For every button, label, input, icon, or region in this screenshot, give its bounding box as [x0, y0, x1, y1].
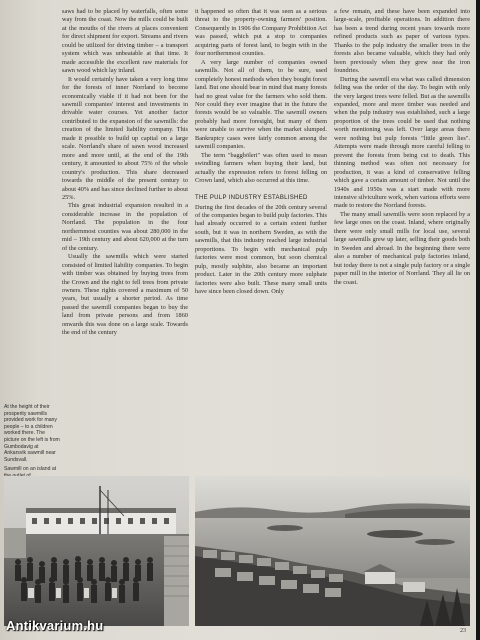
text-column-3 [334, 8, 470, 287]
paragraph: During the sawmill era what was called dimension felling was the order of the day. To begin with only the very largest trees were felled. But as the sawmills expanded, more and more timber was needed and when the pulp industry was established, such a large proportion of the trees could be used that nothing worth mentioning was left. Over large areas there were nothing but pulp forests "little green lies". Attempts were made through more careful felling to prevent the forests from being cut to death. This thinning method was often not necessary for production, it was a kind of conservative felling which gave a certain amount of timber. Not until the 1940s and 1950s was a start made with more intensive silviculture work, when various efforts were made to restore the Norrland forests. [334, 75, 470, 210]
paragraph: It would certainly have taken a very long time for the forests of inner Norrland to become economically viable if it had not been for the sawmill companies' interest and investments in drivable water courses. Yet another factor contributed to the expansion of the sawmills: the creation of the limited liability company. This made it possible to build up capital on a large scale. Norrland's share of sawn wood increased more and more until, at the end of the 19th century, it amounted to about 75% of the whole country's production. This share decreased towards the middle of the present century to about 40% and has since declined further to about 25%. [62, 75, 188, 201]
sawmill-workers-illustration [4, 476, 189, 626]
paragraph: a few remain, and these have been expanded into large-scale, profitable operations. In addition there has been a trend during recent years towards more refined products such as paper of various types. Thanks to the pulp industry the smaller trees in the forests also became valuable, which they had only been previously when they grew near the iron foundries. [334, 8, 470, 75]
paragraph: During the first decades of the 20th century several of the companies began to build pulp factories. This had already occurred to a certain extent further south, but it was in northern Sweden, as with the sawmills, that this industry reached large industrial proportions. To begin with mechanical pulp factories were most common, but soon chemical pulp, mostly sulphite, also became an important product. Later in the 20th century more sulphate factories were also built. These many small units have since been closed down. Only [195, 203, 327, 296]
text-column-1 [62, 8, 188, 338]
coastal-sawmill-photo [195, 476, 470, 626]
watermark-text: Antikvarium.hu [6, 618, 104, 633]
caption-text: At the height of their prosperity sawmills provided work for many people – to a children worked there. The picture on the left is from Gumbodavig at Ankarsvik sawmill near Sundsvall. [4, 404, 60, 463]
paragraph: The many small sawmills were soon replaced by a few large ones on the coast. Inland, where originally there were only small mills for local use, several large sawmills grew up later, selling their goods both in Sweden and abroad. In the beginning there were also a number of mechanical pulp factories inland, but today there is not a single pulp factory or a single paper mill in the interior of Norrland. They all lie on the coast. [334, 210, 470, 286]
caption-text: Sawmill on an island at [4, 466, 57, 473]
section-heading: THE PULP INDUSTRY ESTABLISHED [195, 194, 308, 201]
paragraph: The term "baggböleri" was often used to mean swindling farmers when buying their land, but actually the expression refers to forest felling on Crown land, which also occurred at this time. [195, 151, 327, 185]
page-number: 23 [460, 628, 466, 634]
paragraph: This great industrial expansion resulted in a considerable increase in the population of Norrland. The population in the four northernmost counties was about 280,000 in the mid – 19th century and about 620,000 at the turn of the century. [62, 202, 188, 252]
paragraph: saws had to be placed by waterfalls, often some way from the coast. Now the mills could be built at the mouths of the rivers at places convenient for direct shipment for export. Streams and rivers could be utilized for driving timber – a transport system which was unbeatable at that time. It made accessible the excellent raw materials for sawn wood which lay inland. [62, 8, 188, 75]
sawmill-workers-photo [4, 476, 189, 626]
paragraph: it happened so often that it was seen as a serious threat to the property-owning farmers' position. Consequently in 1906 the Company Prohibition Act was passed, which put a stop to companies acquiring parts of forest land, to begin with in the four northernmost counties. [195, 8, 327, 58]
paragraph: A very large number of companies owned sawmills. Not all of them, to be sure, used completely honest methods when they bought forest land. But one should bear in mind that many forests had no great value for the farmers who sold them. Nor could they ever imagine that in the future the forests would be so valuable. The sawmill owners probably had more foresight, but many of them were unable to survive when the market slumped. Bankruptcy cases were fairly common among the sawmill companies. [195, 58, 327, 151]
paragraph: Usually the sawmills which were started consisted of limited liability companies. To begin with timber was obtained by buying trees from the Crown and the right to fell trees from private owners. These rights covered a maximum of 50 years, but usually a shorter period. As time passed the sawmill companies began to buy the land from private persons and from 1860 onwards this was done on a large scale. Towards the end of the century [62, 253, 188, 337]
coastal-sawmill-illustration [195, 476, 470, 626]
text-column-2 [195, 8, 327, 297]
book-spine-edge [476, 0, 480, 640]
